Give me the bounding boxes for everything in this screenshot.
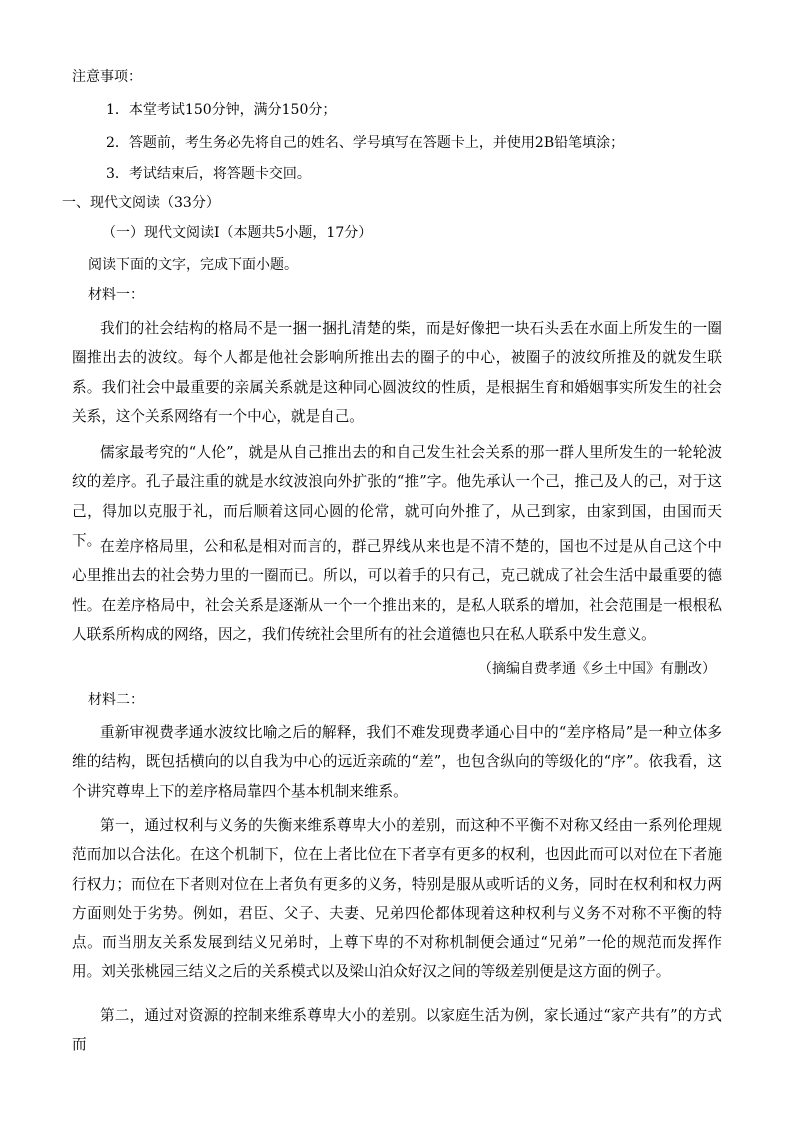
section-subheading: （一）现代文阅读Ⅰ（本题共5小题，17分） (102, 225, 373, 241)
notice-item-3: 3．考试结束后，将答题卡交回。 (106, 166, 311, 182)
material1-paragraph-1: 我们的社会结构的格局不是一捆一捆扎清楚的柴，而是好像把一块石头丢在水面上所发生的一圈圈推出去的波纹。每个人都是他社会影响所推出去的圈子的中心，被圈子的波纹所推及的就发生联系。我们社会中最重要的亲属关系就是这种同心圆波纹的性质，是根据生育和婚姻事实所发生的社会关系，这个关系网络有一个中心，就是自己。 (72, 320, 722, 425)
material2-paragraph-2: 第一，通过权利与义务的失衡来维系尊卑大小的差别，而这种不平衡不对称又经由一系列伦理规范而加以合法化。在这个机制下，位在上者比位在下者享有更多的权利，也因此而可以对位在下者施行权力；而位在下者则对位在上者负有更多的义务，特别是服从或听话的义务，同时在权利和权力两方面则处于劣势。例如，君臣、父子、夫妻、兄弟四伦都体现着这种权利与义务不对称不平衡的特点。而当朋友关系发展到结义兄弟时，上尊下卑的不对称机制便会通过“兄弟”一伦的规范而发挥作用。刘关张桃园三结义之后的关系模式以及梁山泊众好汉之间的等级差别便是这方面的例子。 (72, 817, 722, 981)
material1-paragraph-2: 儒家最考究的“人伦”，就是从自己推出去的和自己发生社会关系的那一群人里所发生的一轮轮波纹的差序。孔子最注重的就是水纹波浪向外扩张的“推”字。他先承认一个己，推己及人的己，对于这己，得加以克服于礼，而后顺着这同心圆的伦常，就可向外推了，从己到家，由家到国，由国而天下。 (72, 444, 722, 549)
material2-label: 材料二： (88, 692, 144, 708)
material2-paragraph-3: 第二，通过对资源的控制来维系尊卑大小的差别。以家庭生活为例，家长通过“家产共有”的方式而 (72, 1007, 722, 1054)
notice-item-2: 2．答题前，考生务必先将自己的姓名、学号填写在答题卡上，并使用2B铅笔填涂； (106, 135, 625, 151)
material2-paragraph-1: 重新审视费孝通水波纹比喻之后的解释，我们不难发现费孝通心目中的“差序格局”是一种立体多维的结构，既包括横向的以自我为中心的远近亲疏的“差”，也包含纵向的等级化的“序”。依我看，这个讲究尊卑上下的差序格局靠四个基本机制来维系。 (72, 724, 722, 800)
material1-paragraph-3: 在差序格局里，公和私是相对而言的，群己界线从来也是不清不楚的，国也不过是从自己这个中心里推出去的社会势力里的一圈而已。所以，可以着手的只有己，克己就成了社会生活中最重要的德性。在差序格局中，社会关系是逐渐从一个一个推出来的，是私人联系的增加，社会范围是一根根私人联系所构成的网络，因之，我们传统社会里所有的社会道德也只在私人联系中发生意义。 (72, 538, 722, 643)
material1-label: 材料一： (88, 287, 144, 303)
section-heading: 一、现代文阅读（33分） (62, 195, 220, 211)
notice-item-1: 1．本堂考试150分钟，满分150分； (106, 102, 337, 118)
notice-title: 注意事项： (72, 69, 142, 85)
material1-source: （摘编自费孝通《乡土中国》有删改） (478, 661, 716, 677)
instruction: 阅读下面的文字，完成下面小题。 (88, 257, 298, 273)
